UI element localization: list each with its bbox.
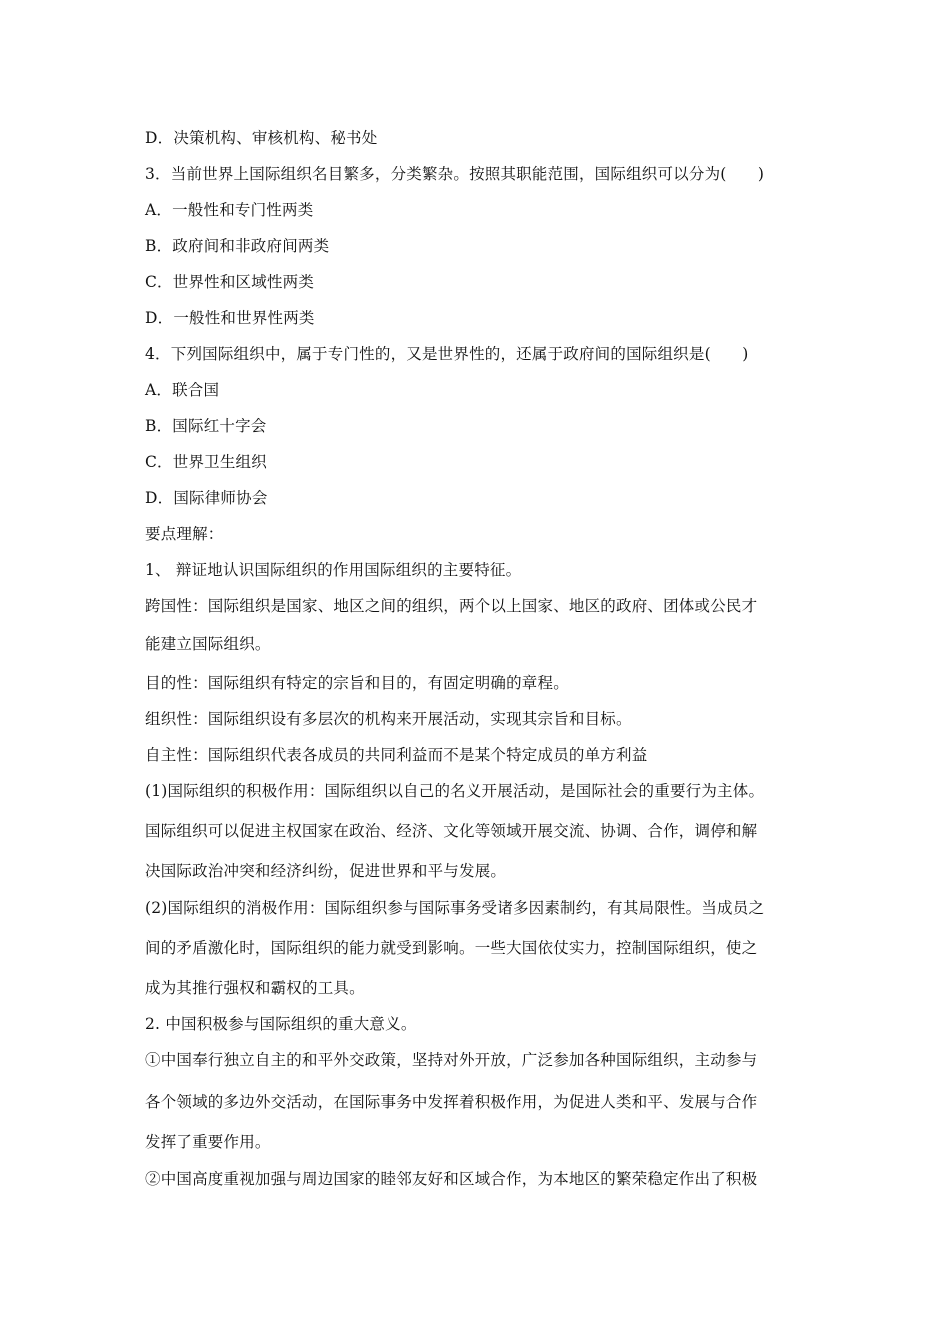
paragraph-line: 各个领域的多边外交活动，在国际事务中发挥着积极作用，为促进人类和平、发展与合作 [145, 1093, 758, 1111]
option-d-q4: D．国际律师协会 [145, 489, 268, 507]
section-heading: 要点理解： [145, 525, 224, 543]
paragraph-line: 间的矛盾激化时，国际组织的能力就受到影响。一些大国依仗实力，控制国际组织，使之 [145, 939, 758, 957]
paragraph-line: ①中国奉行独立自主的和平外交政策，坚持对外开放，广泛参加各种国际组织，主动参与 [145, 1051, 758, 1069]
option-b-q3: B．政府间和非政府间两类 [145, 237, 330, 255]
paragraph-line: 自主性：国际组织代表各成员的共同利益而不是某个特定成员的单方利益 [145, 746, 648, 764]
paragraph-line: 组织性：国际组织设有多层次的机构来开展活动，实现其宗旨和目标。 [145, 710, 632, 728]
point-2-heading: 2. 中国积极参与国际组织的重大意义。 [145, 1015, 417, 1033]
option-a-q4: A．联合国 [145, 381, 220, 399]
paragraph-line: 国际组织可以促进主权国家在政治、经济、文化等领域开展交流、协调、合作，调停和解 [145, 822, 758, 840]
paragraph-line: 目的性：国际组织有特定的宗旨和目的，有固定明确的章程。 [145, 674, 569, 692]
option-c-q3: C．世界性和区域性两类 [145, 273, 315, 291]
question-4: 4．下列国际组织中，属于专门性的，又是世界性的，还属于政府间的国际组织是( ) [145, 345, 749, 363]
paragraph-line: 成为其推行强权和霸权的工具。 [145, 979, 365, 997]
paragraph-line: (1)国际组织的积极作用：国际组织以自己的名义开展活动，是国际社会的重要行为主体。 [145, 782, 765, 800]
option-d-q3: D．一般性和世界性两类 [145, 309, 315, 327]
option-c-q4: C．世界卫生组织 [145, 453, 267, 471]
option-d-q2: D．决策机构、审核机构、秘书处 [145, 129, 378, 147]
question-3: 3．当前世界上国际组织名目繁多，分类繁杂。按照其职能范围，国际组织可以分为( ) [145, 165, 765, 183]
paragraph-line: 跨国性：国际组织是国家、地区之间的组织，两个以上国家、地区的政府、团体或公民才 [145, 597, 758, 615]
paragraph-line: 决国际政治冲突和经济纠纷，促进世界和平与发展。 [145, 862, 507, 880]
paragraph-line: 发挥了重要作用。 [145, 1133, 271, 1151]
point-1-heading: 1、 辩证地认识国际组织的作用国际组织的主要特征。 [145, 561, 522, 579]
paragraph-line: 能建立国际组织。 [145, 635, 271, 653]
paragraph-line: ②中国高度重视加强与周边国家的睦邻友好和区域合作，为本地区的繁荣稳定作出了积极 [145, 1170, 758, 1188]
paragraph-line: (2)国际组织的消极作用：国际组织参与国际事务受诸多因素制约，有其局限性。当成员之 [145, 899, 765, 917]
option-a-q3: A．一般性和专门性两类 [145, 201, 314, 219]
option-b-q4: B．国际红十字会 [145, 417, 267, 435]
